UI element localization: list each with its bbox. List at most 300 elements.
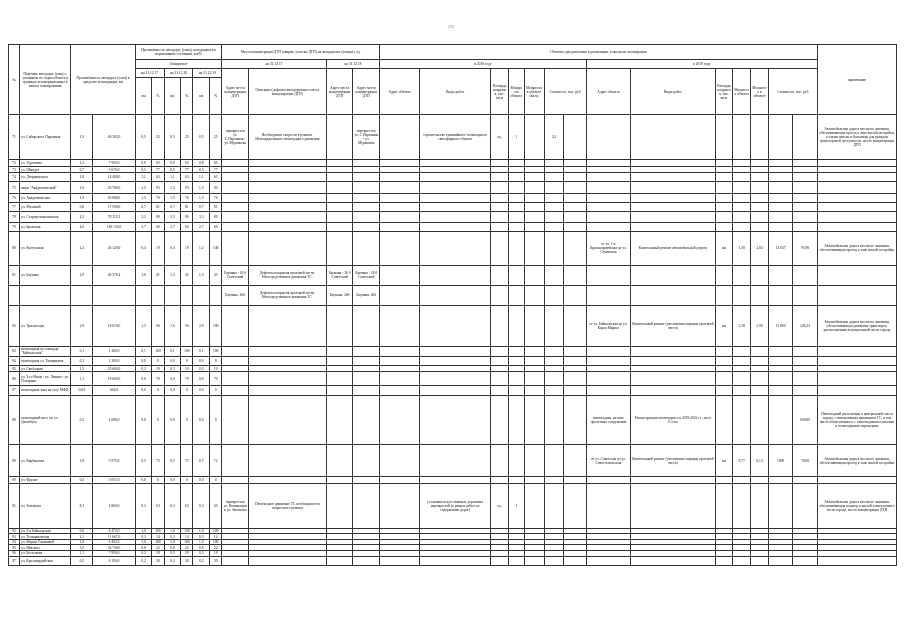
cell-k17: 1,0 (135, 539, 152, 545)
cell-works (420, 211, 491, 222)
cell-k18: 0,5 (164, 445, 181, 476)
cell-q (508, 356, 524, 365)
cell-addr19 (586, 211, 630, 222)
cell-p19a (751, 115, 769, 160)
cell-u (491, 356, 509, 365)
cell-note (817, 265, 896, 285)
cell-p19: 100 (210, 346, 222, 356)
cell-n (9, 285, 20, 305)
cell-k17: 0,0 (135, 356, 152, 365)
cell-k17: 3,3 (135, 211, 152, 222)
cell-empty (380, 202, 420, 211)
cell-note: Автомобильная дорога местного значения, обеспечивающая подъезд к жилой и внеуличного части города, место концентрации ДТП (817, 483, 896, 528)
cell-q19 (733, 346, 751, 356)
cell-p18: 93 (181, 182, 193, 193)
cell-k18: 0,0 (164, 395, 181, 444)
cell-u19 (715, 193, 733, 202)
cell-area (93, 285, 135, 305)
cell-n: 73 (9, 166, 20, 173)
cell-addr2 (326, 395, 353, 444)
cell-u19 (715, 483, 733, 528)
cell-empty (564, 222, 586, 231)
cell-k18: 0,0 (164, 385, 181, 395)
cell-n: 80 (9, 231, 20, 265)
cell-note (817, 556, 896, 565)
cell-addr (222, 556, 249, 565)
cell-note (817, 222, 896, 231)
cell-addr3 (353, 483, 380, 528)
cell-c (544, 193, 564, 202)
cell-u (491, 265, 509, 285)
cell-len: 2,9 (71, 306, 93, 346)
cell-q (508, 222, 524, 231)
cell-works (420, 306, 491, 346)
header-num: № (9, 45, 20, 115)
cell-empty (380, 556, 420, 565)
cell-k17: 1,1 (135, 173, 152, 182)
cell-empty (524, 115, 544, 160)
cell-p19a (751, 346, 769, 356)
cell-p19b (768, 346, 792, 356)
cell-p18: 80 (181, 211, 193, 222)
cell-addr3 (353, 231, 380, 265)
cell-works19 (631, 159, 715, 166)
cell-k18: 0,7 (164, 202, 181, 211)
cell-u19: км (715, 445, 733, 476)
cell-works19 (631, 182, 715, 193)
cell-p19b (768, 202, 792, 211)
cell-addr19: от ул. Байкальская до ул. Карла Маркса (586, 306, 630, 346)
cell-empty (564, 483, 586, 528)
cell-works (420, 173, 491, 182)
header-condition: Ожидаемое (135, 60, 222, 69)
cell-empty (380, 159, 420, 166)
table-row (9, 173, 897, 182)
cell-addr3 (353, 395, 380, 444)
cell-q (508, 211, 524, 222)
cell-k19: 0,5 (193, 115, 210, 160)
cell-u (491, 395, 509, 444)
cell-defect: Необходимое скорости в режиме. Неупорядоченное пешеходного движения (249, 115, 327, 160)
cell-addr3 (353, 356, 380, 365)
table-row (9, 231, 897, 265)
cell-p19a (751, 483, 769, 528)
cell-p17: 93 (152, 182, 164, 193)
cell-k18: 0,3 (164, 534, 181, 540)
cell-c (544, 385, 564, 395)
header-condition-group: Протяжённость автодорог (улиц), находящихся в нормативном состоянии, км/% (135, 45, 222, 60)
cell-c (544, 202, 564, 211)
cell-p19b (768, 222, 792, 231)
cell-c19 (793, 483, 818, 528)
header-qty19: Площадь покрытия, тыс. кв.м (715, 69, 733, 115)
cell-k17: 0,3 (135, 483, 152, 528)
cell-empty (524, 556, 544, 565)
cell-q (508, 285, 524, 305)
cell-addr3: перекресток ул. С.Паромная - ул. Муравьева (353, 115, 380, 160)
cell-u19 (715, 372, 733, 385)
cell-name: мкрн "Академический" (20, 182, 71, 193)
cell-note: Автомобильная дорога местного значения, обеспечивающая проезд к зоне жилой застройки, к таким школы и больницы для граждан транспортной доступности, место концентрации ДТП (817, 115, 896, 160)
cell-p19: 100 (210, 539, 222, 545)
cell-u (491, 202, 509, 211)
cell-empty (564, 556, 586, 565)
cell-p19a (751, 556, 769, 565)
cell-p19: 65 (210, 159, 222, 166)
page-number: 171 (448, 24, 454, 29)
cell-p19b (768, 265, 792, 285)
cell-addr2 (326, 483, 353, 528)
cell-addr3: Баумана - 26 б Советский (353, 265, 380, 285)
cell-u19 (715, 202, 733, 211)
cell-u19 (715, 166, 733, 173)
cell-addr19 (586, 365, 630, 372)
cell-n: 75 (9, 182, 20, 193)
cell-k18: 0,3 (164, 483, 181, 528)
cell-addr19 (586, 372, 630, 385)
cell-empty (564, 346, 586, 356)
cell-p17: 0 (152, 385, 164, 395)
cell-name: ул. Дзержинского (20, 173, 71, 182)
cell-k18: 3,3 (164, 211, 181, 222)
cell-k18: 0,0 (164, 372, 181, 385)
cell-p19: 0 (210, 356, 222, 365)
cell-p19b (768, 395, 792, 444)
cell-empty (524, 222, 544, 231)
cell-k17: 1,5 (135, 182, 152, 193)
cell-u (491, 372, 509, 385)
cell-p19: 81 (210, 202, 222, 211)
header-year-2019: в 2019 году (586, 60, 817, 69)
cell-works (420, 231, 491, 265)
cell-empty (564, 159, 586, 166)
cell-name: ул. Свободная (20, 365, 71, 372)
cell-p19b (768, 211, 792, 222)
cell-addr2 (326, 166, 353, 173)
cell-p17: 19 (152, 365, 164, 372)
cell-empty (564, 395, 586, 444)
cell-p17: 65 (152, 159, 164, 166)
cell-u19: км (715, 306, 733, 346)
cell-defect (249, 346, 327, 356)
header-power219: Мощность в объекте (751, 69, 769, 115)
cell-len: 1,2 (71, 159, 93, 166)
cell-empty (564, 306, 586, 346)
cell-len: 2,9 (71, 265, 93, 285)
cell-empty (564, 385, 586, 395)
cell-k19: 1,0 (193, 528, 210, 534)
table-row (9, 166, 897, 173)
cell-q (508, 193, 524, 202)
cell-c19 (793, 182, 818, 193)
cell-p18: 0 (181, 385, 193, 395)
cell-q (508, 265, 524, 285)
cell-defect (249, 356, 327, 365)
cell-note (817, 202, 896, 211)
cell-empty (524, 445, 544, 476)
cell-p19a (751, 173, 769, 182)
cell-len: 4,6 (71, 222, 93, 231)
cell-p19a (751, 365, 769, 372)
cell-len: 1,9 (71, 115, 93, 160)
cell-name: ул. 2-я Байкальская (20, 528, 71, 534)
cell-addr2 (326, 356, 353, 365)
cell-addr2 (326, 173, 353, 182)
cell-p18: 60 (181, 222, 193, 231)
cell-area: 149 133,0 (93, 222, 135, 231)
cell-p19: 0 (210, 395, 222, 444)
cell-q: 1 (508, 115, 524, 160)
cell-defect (249, 445, 327, 476)
cell-k17: 0,4 (135, 231, 152, 265)
cell-empty (524, 202, 544, 211)
cell-note (817, 346, 896, 356)
cell-c (544, 222, 564, 231)
cell-empty (524, 372, 544, 385)
cell-note (817, 159, 896, 166)
cell-area: 5 670,0 (93, 166, 135, 173)
cell-addr19 (586, 285, 630, 305)
cell-name: ул. Култукская (20, 231, 71, 265)
table-body (9, 115, 897, 566)
cell-p17: 80 (152, 211, 164, 222)
cell-addr (222, 231, 249, 265)
header-d17: на 31.12.17 (135, 69, 164, 78)
cell-c (544, 231, 564, 265)
cell-n: 88 (9, 395, 20, 444)
cell-k18: 1,3 (164, 265, 181, 285)
cell-k18: 0,3 (164, 551, 181, 557)
cell-name: ул. Тельмановская (20, 534, 71, 540)
cell-p17 (152, 285, 164, 305)
header-pct19: % (210, 78, 222, 115)
cell-q19 (733, 182, 751, 193)
cell-works: строительство трамвайного/ пешеходного светофорного объекта (420, 115, 491, 160)
cell-p19: 19 (210, 551, 222, 557)
cell-empty (564, 173, 586, 182)
cell-empty (524, 265, 544, 285)
cell-name: ул. Старокузьмихинская (20, 211, 71, 222)
cell-k17: 0,0 (135, 385, 152, 395)
header-dtp-addr3: Адрес места концентрации ДТП (353, 69, 380, 115)
cell-works19 (631, 115, 715, 160)
cell-p19: 19 (210, 365, 222, 372)
cell-p18: 63 (181, 483, 193, 528)
header-works19: Виды работ (631, 69, 715, 115)
cell-k18: 0,5 (164, 115, 181, 160)
cell-p17: 19 (152, 551, 164, 557)
cell-p18: 0 (181, 395, 193, 444)
cell-p18: 19 (181, 231, 193, 265)
cell-empty (380, 115, 420, 160)
cell-u19 (715, 222, 733, 231)
cell-p19: 14 (210, 534, 222, 540)
cell-k18: 0,4 (164, 231, 181, 265)
cell-q (508, 385, 524, 395)
cell-empty (524, 231, 544, 265)
cell-name: пешеходная зона на углу МФЦ (20, 385, 71, 395)
cell-addr3 (353, 159, 380, 166)
cell-p18: 56 (181, 306, 193, 346)
cell-p18: 81 (181, 202, 193, 211)
cell-c19 (793, 202, 818, 211)
cell-c (544, 173, 564, 182)
cell-n: 92 (9, 528, 20, 534)
cell-name: ул. Красноярдейская (20, 556, 71, 565)
cell-empty (380, 182, 420, 193)
cell-p18: 19 (181, 551, 193, 557)
cell-p17: 0 (152, 395, 164, 444)
header-km17: км (135, 78, 152, 115)
cell-c19: 226,32 (793, 306, 818, 346)
cell-q19: 1,28 (733, 306, 751, 346)
cell-u (491, 476, 509, 483)
cell-k18 (164, 285, 181, 305)
cell-n: 93 (9, 534, 20, 540)
cell-p17: 76 (152, 193, 164, 202)
cell-defect: Пешеходное движение ТС необходимости скоростного режима (249, 483, 327, 528)
cell-q19 (733, 556, 751, 565)
cell-c (544, 476, 564, 483)
cell-p17: 100 (152, 539, 164, 545)
cell-p19: 0 (210, 385, 222, 395)
cell-area: 45 968,0 (93, 193, 135, 202)
cell-p19b (768, 166, 792, 173)
cell-k19: 2,9 (193, 306, 210, 346)
cell-q19 (733, 385, 751, 395)
cell-name: ул. Бестужева (20, 551, 71, 557)
cell-works19 (631, 222, 715, 231)
cell-k18: 0,5 (164, 166, 181, 173)
cell-p19b (768, 182, 792, 193)
cell-k18: 0,8 (164, 159, 181, 166)
cell-defect (249, 193, 327, 202)
cell-area: 7 950,0 (93, 551, 135, 557)
cell-p19: 93 (210, 182, 222, 193)
cell-addr2 (326, 231, 353, 265)
cell-note (817, 193, 896, 202)
cell-addr3 (353, 173, 380, 182)
cell-empty (564, 231, 586, 265)
cell-k17: 0,5 (135, 115, 152, 160)
cell-empty (564, 356, 586, 365)
cell-n: 76 (9, 193, 20, 202)
cell-q19 (733, 285, 751, 305)
cell-q (508, 159, 524, 166)
cell-len: 0,1 (71, 356, 93, 365)
cell-p18: 19 (181, 365, 193, 372)
cell-n: 89 (9, 445, 20, 476)
cell-u (491, 166, 509, 173)
cell-c (544, 265, 564, 285)
table-row (9, 385, 897, 395)
cell-len: 1,1 (71, 372, 93, 385)
header-dtp-d2: на 31.12.18 (326, 60, 379, 69)
cell-works19 (631, 365, 715, 372)
cell-q19 (733, 476, 751, 483)
cell-p19a (751, 385, 769, 395)
cell-addr2 (326, 445, 353, 476)
cell-works (420, 159, 491, 166)
cell-k18: 0,8 (164, 545, 181, 551)
cell-area: 19 600,0 (93, 372, 135, 385)
cell-c (544, 372, 564, 385)
cell-addr3 (353, 372, 380, 385)
cell-area: 6 492,0 (93, 539, 135, 545)
cell-len (71, 285, 93, 305)
cell-empty (564, 476, 586, 483)
cell-p19: 80 (210, 211, 222, 222)
cell-p19: 22 (210, 545, 222, 551)
cell-addr: перекресток ул. Номинации и ул. Землячки (222, 483, 249, 528)
cell-c (544, 182, 564, 193)
cell-works (420, 265, 491, 285)
cell-u (491, 556, 509, 565)
cell-empty (524, 173, 544, 182)
cell-k19: 3,3 (193, 211, 210, 222)
cell-works19 (631, 285, 715, 305)
cell-k19 (193, 285, 210, 305)
cell-p18 (181, 285, 193, 305)
cell-p18: 0 (181, 356, 193, 365)
cell-c (544, 306, 564, 346)
cell-empty (564, 202, 586, 211)
cell-q (508, 395, 524, 444)
cell-p19: 72 (210, 445, 222, 476)
cell-addr (222, 193, 249, 202)
cell-c19 (793, 476, 818, 483)
cell-u19 (715, 115, 733, 160)
header-pct18: % (181, 78, 193, 115)
cell-c19 (793, 222, 818, 231)
cell-works (420, 365, 491, 372)
table-row (9, 222, 897, 231)
cell-area: 3 051,0 (93, 476, 135, 483)
cell-p19: 77 (210, 166, 222, 173)
cell-len: 1,8 (71, 173, 93, 182)
cell-p18: 14 (181, 534, 193, 540)
cell-k17: 1,0 (135, 528, 152, 534)
cell-p19: 100 (210, 306, 222, 346)
cell-addr19 (586, 385, 630, 395)
cell-k18: 1,5 (164, 182, 181, 193)
cell-works19 (631, 556, 715, 565)
cell-note (817, 285, 896, 305)
cell-empty (380, 476, 420, 483)
cell-addr19: пешеходная, на пять пролетных сооружения (586, 395, 630, 444)
cell-works (420, 385, 491, 395)
cell-k18: 1,0 (164, 539, 181, 545)
cell-defect: Дефекты покрытия проезжей части. Непосредственное движения ТС. (249, 265, 327, 285)
cell-area: 644,0 (93, 385, 135, 395)
cell-p17: 75 (152, 445, 164, 476)
cell-c (544, 159, 564, 166)
cell-defect (249, 395, 327, 444)
cell-addr2 (326, 115, 353, 160)
cell-addr3 (353, 556, 380, 565)
header-obj-addr: Адрес объекта (380, 69, 420, 115)
cell-p19b (768, 365, 792, 372)
cell-q (508, 202, 524, 211)
cell-p18: 65 (181, 159, 193, 166)
cell-area: 78 115,3 (93, 211, 135, 222)
cell-q (508, 372, 524, 385)
cell-q19 (733, 115, 751, 160)
table-row (9, 306, 897, 346)
header-power19: Мощность объекта (733, 69, 751, 115)
cell-q (508, 346, 524, 356)
cell-q19 (733, 173, 751, 182)
